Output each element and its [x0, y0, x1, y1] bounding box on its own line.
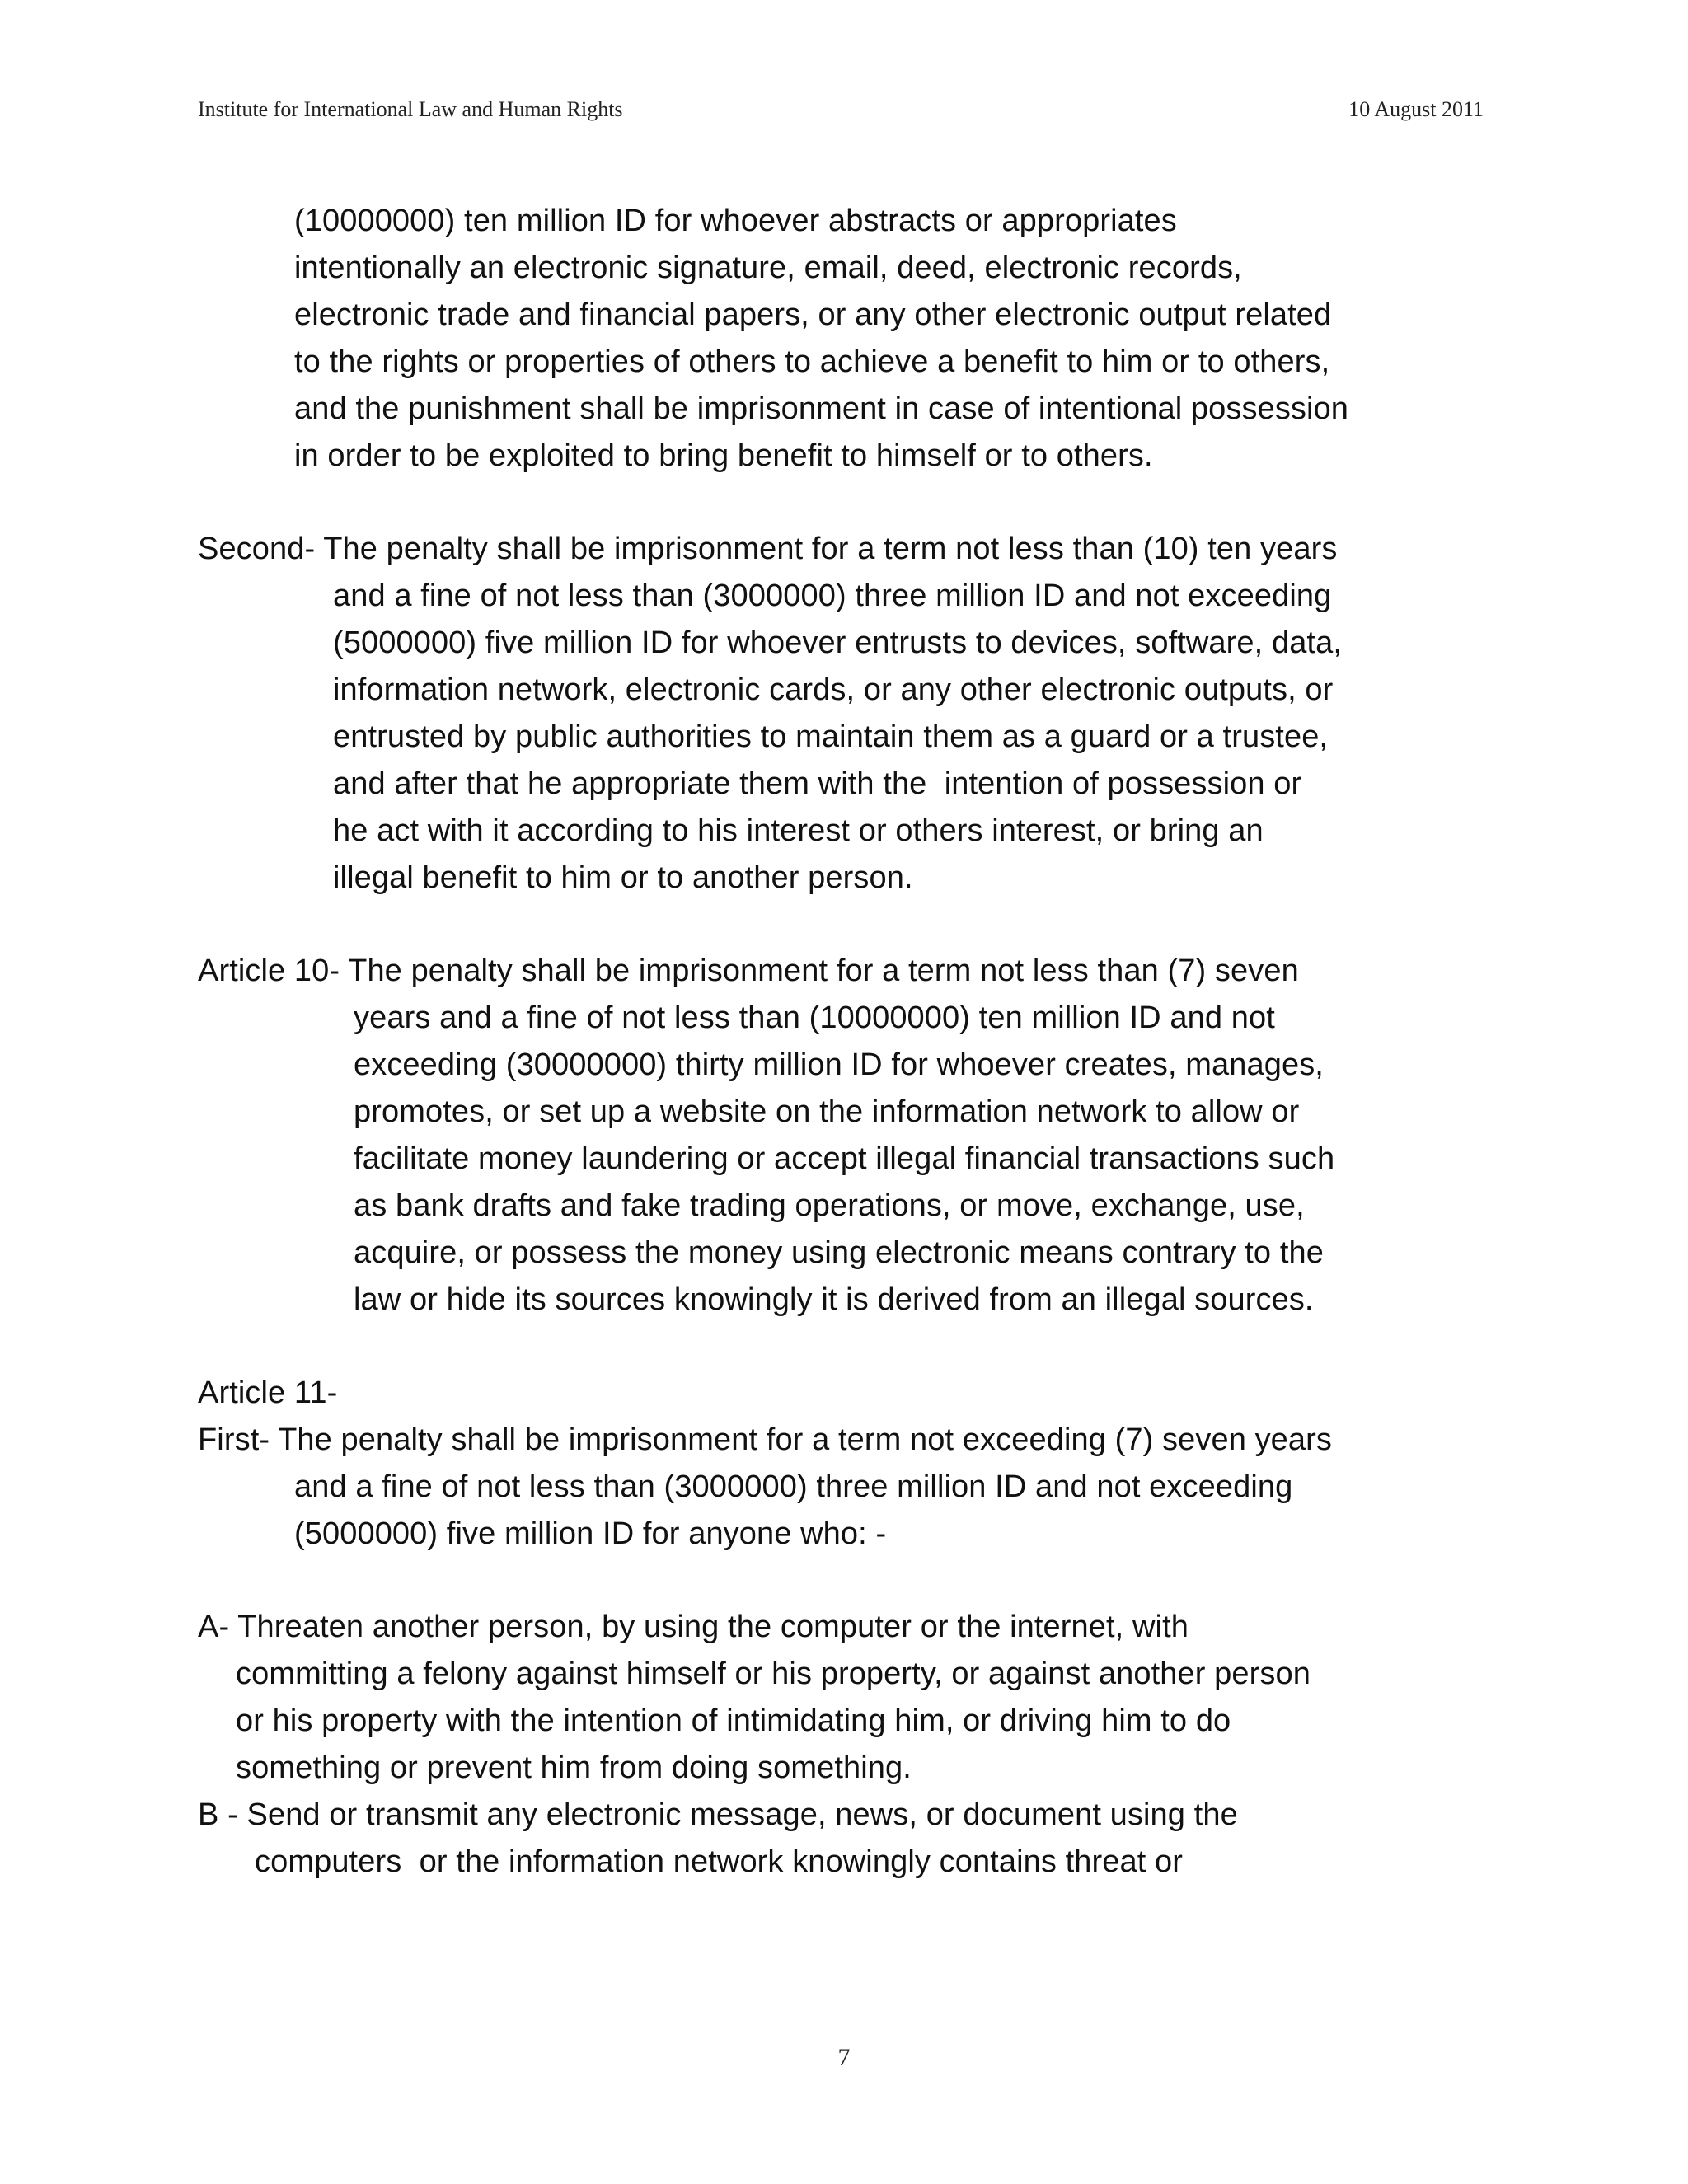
text-line: illegal benefit to him or to another person. — [333, 860, 913, 895]
header-date: 10 August 2011 — [1348, 97, 1484, 121]
text-line: Article 10- The penalty shall be imprisonment for a term not less than (7) seven — [198, 954, 1299, 988]
text-line: intentionally an electronic signature, email, deed, electronic records, — [294, 251, 1242, 285]
text-line: law or hide its sources knowingly it is derived from an illegal sources. — [354, 1282, 1314, 1317]
text-line: as bank drafts and fake trading operations, or move, exchange, use, — [354, 1188, 1305, 1223]
text-line: information network, electronic cards, or any other electronic outputs, or — [333, 673, 1334, 707]
text-line: committing a felony against himself or his property, or against another person — [236, 1657, 1311, 1691]
text-line: acquire, or possess the money using electronic means contrary to the — [354, 1235, 1324, 1270]
text-line: he act with it according to his interest or others interest, or bring an — [333, 813, 1264, 848]
text-line: exceeding (30000000) thirty million ID for whoever creates, manages, — [354, 1047, 1324, 1082]
text-line: promotes, or set up a website on the information network to allow or — [354, 1094, 1300, 1129]
text-line: years and a fine of not less than (10000000) ten million ID and not — [354, 1001, 1275, 1035]
text-line: A- Threaten another person, by using the computer or the internet, with — [198, 1610, 1189, 1644]
text-line: and a fine of not less than (3000000) three million ID and not exceeding — [333, 579, 1332, 613]
text-line: and a fine of not less than (3000000) three million ID and not exceeding — [294, 1469, 1293, 1504]
text-line: or his property with the intention of intimidating him, or driving him to do — [236, 1704, 1231, 1738]
text-line: computers or the information network knowingly contains threat or — [255, 1844, 1184, 1879]
text-line: facilitate money laundering or accept illegal financial transactions such — [354, 1141, 1335, 1176]
text-line: B - Send or transmit any electronic message, news, or document using the — [198, 1797, 1238, 1832]
page-number: 7 — [837, 2044, 851, 2071]
text-line: Second- The penalty shall be imprisonment for a term not less than (10) ten years — [198, 532, 1338, 566]
text-line: electronic trade and financial papers, or any other electronic output related — [294, 298, 1332, 332]
text-line: to the rights or properties of others to achieve a benefit to him or to others, — [294, 344, 1330, 379]
text-line: (5000000) five million ID for anyone who: - — [294, 1516, 887, 1551]
text-line: in order to be exploited to bring benefit to himself or to others. — [294, 438, 1153, 473]
text-line: and the punishment shall be imprisonment in case of intentional possession — [294, 391, 1349, 426]
text-line: entrusted by public authorities to maintain them as a guard or a trustee, — [333, 719, 1329, 754]
article-heading: Article 11- — [198, 1376, 338, 1410]
text-line: (5000000) five million ID for whoever entrusts to devices, software, data, — [333, 626, 1342, 660]
text-line: (10000000) ten million ID for whoever abstracts or appropriates — [294, 204, 1177, 238]
text-line: First- The penalty shall be imprisonment for a term not exceeding (7) seven years — [198, 1422, 1333, 1457]
text-line: and after that he appropriate them with the intention of possession or — [333, 766, 1302, 801]
header-institute: Institute for International Law and Human Rights — [198, 97, 623, 121]
text-line: something or prevent him from doing something. — [236, 1750, 912, 1785]
